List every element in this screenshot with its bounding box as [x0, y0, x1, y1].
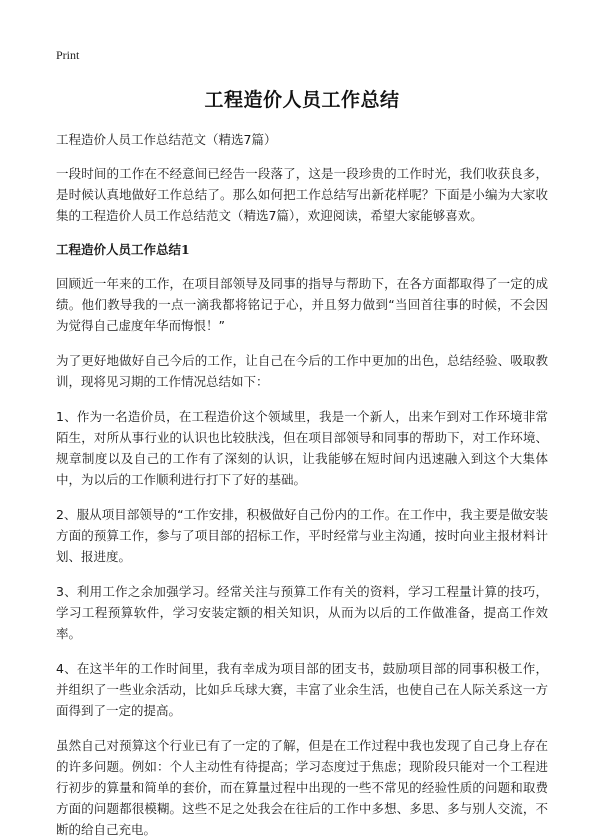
document-title: 工程造价人员工作总结: [204, 89, 400, 111]
print-link[interactable]: Print: [56, 48, 80, 62]
section-heading: 工程造价人员工作总结1: [56, 242, 190, 257]
intro-paragraph: 一段时间的工作在不经意间已经告一段落了，这是一段珍贵的工作时光，我们收获良多，是时候认真地做好工作总结了。那么如何把工作总结写出新花样呢？下面是小编为大家收集的工程造价人员工作总结范文（精选7篇），欢迎阅读，希望大家能够喜欢。: [56, 166, 548, 223]
body-paragraph: 3、利用工作之余加强学习。经常关注与预算工作有关的资料，学习工程量计算的技巧，学习工程预算软件，学习安装定额的相关知识，从而为以后的工作做准备，提高工作效率。: [56, 584, 548, 641]
body-paragraph: 回顾近一年来的工作，在项目部领导及同事的指导与帮助下，在各方面都取得了一定的成绩。他们教导我的一点一滴我都将铭记于心，并且努力做到“当回首往事的时候，不会因为觉得自己虚度年华而悔恨！”: [56, 276, 548, 333]
body-paragraph: 2、服从项目部领导的“工作安排，积极做好自己份内的工作。在工作中，我主要是做安装方面的预算工作，参与了项目部的招标工作，平时经常与业主沟通，按时向业主报材料计划、报进度。: [56, 507, 548, 564]
body-paragraph: 为了更好地做好自己今后的工作，让自己在今后的工作中更加的出色，总结经验、吸取教训，现将见习期的工作情况总结如下：: [56, 353, 548, 389]
document-subtitle: 工程造价人员工作总结范文（精选7篇）: [56, 132, 277, 147]
body-paragraph: 4、在这半年的工作时间里，我有幸成为项目部的团支书，鼓励项目部的同事积极工作，并组织了一些业余活动，比如乒乓球大赛，丰富了业余生活，也使自己在人际关系这一方面得到了一定的提高。: [56, 661, 548, 718]
body-paragraph: 虽然自己对预算这个行业已有了一定的了解，但是在工作过程中我也发现了自己身上存在的许多问题。例如：个人主动性有待提高；学习态度过于焦虑；现阶段只能对一个工程进行初步的算量和简单的套价，而在算量过程中出现的一些不常见的经验性质的问题和取费方面的问题都很模糊。这些不足之处我会在往后的工作中多想、多思、多与别人交流，不断的给自己充电。: [56, 738, 548, 837]
body-paragraph: 1、作为一名造价员，在工程造价这个领域里，我是一个新人，出来乍到对工作环境非常陌生，对所从事行业的认识也比较肤浅，但在项目部领导和同事的帮助下，对工作环境、规章制度以及自己的工作有了深刻的认识，让我能够在短时间内迅速融入到这个大集体中，为以后的工作顺利进行打下了好的基础。: [56, 409, 548, 487]
